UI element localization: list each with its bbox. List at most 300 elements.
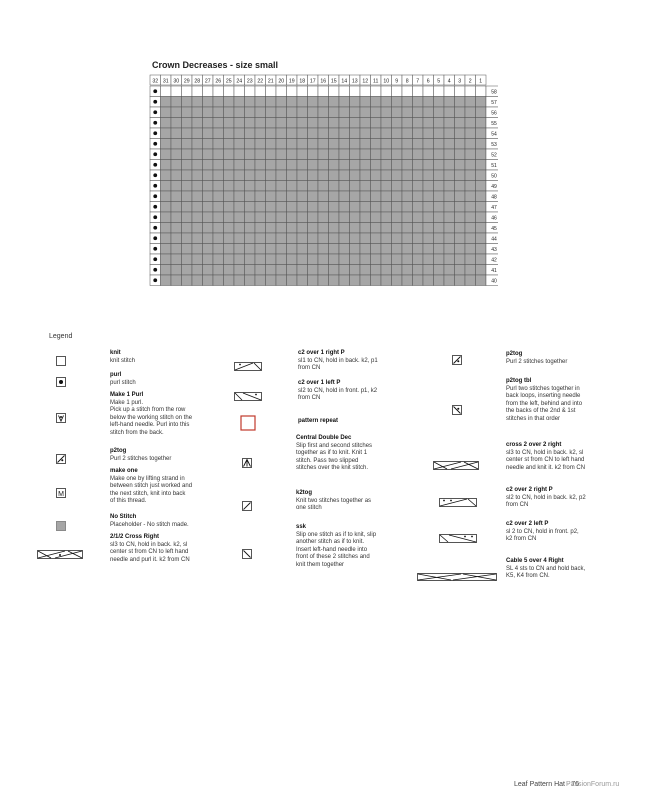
legend-line: front of these 2 stitches and xyxy=(296,554,370,561)
chart-cell xyxy=(245,244,256,255)
chart-cell xyxy=(444,212,455,223)
chart-cell xyxy=(455,191,466,202)
legend-line: one stitch xyxy=(296,505,322,512)
chart-cell xyxy=(182,170,193,181)
legend-entry-c2l xyxy=(298,380,438,403)
chart-cell xyxy=(402,149,413,160)
chart-cell xyxy=(266,223,277,234)
legend-line: center st from CN to left hand xyxy=(506,457,585,464)
chart-cell xyxy=(360,191,371,202)
chart-cell xyxy=(455,181,466,192)
chart-cell xyxy=(203,139,214,150)
chart-cell xyxy=(444,275,455,286)
chart-cell xyxy=(255,160,266,171)
chart-cell xyxy=(203,212,214,223)
legend-line: sl 2 to CN, hold in front. p2, xyxy=(506,528,579,535)
chart-cell xyxy=(318,233,329,244)
chart-cell xyxy=(203,149,214,160)
chart-cell xyxy=(161,160,172,171)
chart-cell xyxy=(297,223,308,234)
chart-cell xyxy=(339,160,350,171)
chart-cell xyxy=(161,191,172,202)
chart-cell xyxy=(476,86,487,97)
row-number: 46 xyxy=(491,215,497,222)
chart-cell xyxy=(318,97,329,108)
chart-cell xyxy=(402,181,413,192)
chart-cell xyxy=(423,118,434,129)
chart-cell xyxy=(255,118,266,129)
chart-cell xyxy=(413,202,424,213)
chart-cell xyxy=(423,139,434,150)
chart-cell xyxy=(171,265,182,276)
chart-cell xyxy=(444,265,455,276)
chart-cell xyxy=(182,202,193,213)
chart-cell xyxy=(329,139,340,150)
column-number: 24 xyxy=(236,78,243,85)
chart-cell xyxy=(381,265,392,276)
chart-cell xyxy=(224,202,235,213)
chart-cell xyxy=(413,275,424,286)
chart-cell xyxy=(339,191,350,202)
chart-cell xyxy=(350,254,361,265)
column-number: 11 xyxy=(373,78,379,85)
chart-cell xyxy=(371,191,382,202)
legend-text-knit: knit stitch xyxy=(110,357,136,364)
cross-2-1-2-right-symbol xyxy=(37,546,83,564)
chart-cell xyxy=(465,212,476,223)
chart-cell xyxy=(465,139,476,150)
chart-cell xyxy=(266,160,277,171)
chart-cell xyxy=(434,160,445,171)
chart-cell xyxy=(308,107,319,118)
legend-title-cdd: Central Double Dec xyxy=(296,435,352,441)
c2-over-1-right-p-symbol xyxy=(234,358,262,376)
chart-cell xyxy=(329,212,340,223)
chart-cell xyxy=(371,97,382,108)
legend-entry-c2o2l xyxy=(506,521,636,544)
chart-cell xyxy=(476,275,487,286)
legend-line: Purl 2 stitches together xyxy=(110,455,172,462)
chart-cell xyxy=(465,149,476,160)
chart-cell xyxy=(297,233,308,244)
legend-entry-purl xyxy=(110,372,240,387)
chart-cell xyxy=(203,107,214,118)
column-number: 14 xyxy=(341,78,348,85)
legend-entry-cross-2-1-2 xyxy=(110,534,240,564)
chart-cell xyxy=(276,97,287,108)
chart-cell xyxy=(213,244,224,255)
chart-cell xyxy=(455,139,466,150)
chart-cell xyxy=(476,233,487,244)
chart-cell xyxy=(465,181,476,192)
chart-cell xyxy=(276,160,287,171)
chart-cell xyxy=(360,212,371,223)
chart-cell xyxy=(318,223,329,234)
chart-cell xyxy=(234,118,245,129)
chart-cell xyxy=(434,86,445,97)
chart-cell xyxy=(465,107,476,118)
chart-cell xyxy=(308,254,319,265)
chart-cell xyxy=(434,202,445,213)
chart-cell xyxy=(455,160,466,171)
chart-cell xyxy=(434,97,445,108)
chart-cell xyxy=(266,128,277,139)
chart-cell xyxy=(339,223,350,234)
row-number: 51 xyxy=(491,162,497,169)
chart-cell xyxy=(329,181,340,192)
chart-cell xyxy=(297,128,308,139)
chart-cell xyxy=(287,170,298,181)
chart-cell xyxy=(434,149,445,160)
chart-cell xyxy=(434,170,445,181)
chart-cell xyxy=(329,97,340,108)
chart-cell xyxy=(287,212,298,223)
chart-cell xyxy=(224,97,235,108)
page-footer: Leaf Pattern Hat · 76 xyxy=(514,781,579,788)
chart-cell xyxy=(465,86,476,97)
legend-line: sl3 to CN, hold in back. k2, sl xyxy=(506,449,584,456)
chart-cell xyxy=(350,275,361,286)
legend-line: stitch from the back. xyxy=(110,429,164,436)
chart-cell xyxy=(402,107,413,118)
chart-cell xyxy=(413,139,424,150)
p2tog-tbl-symbol xyxy=(452,402,462,420)
chart-cell xyxy=(381,86,392,97)
chart-cell xyxy=(465,202,476,213)
legend-line: stitches over the knit stitch. xyxy=(296,465,369,472)
chart-cell xyxy=(350,86,361,97)
chart-cell xyxy=(213,107,224,118)
chart-cell xyxy=(392,265,403,276)
legend-line: from CN xyxy=(298,395,321,402)
chart-cell xyxy=(245,97,256,108)
column-number: 31 xyxy=(162,78,169,85)
chart-cell xyxy=(350,97,361,108)
legend-line: of this thread. xyxy=(110,498,147,505)
chart-cell xyxy=(339,275,350,286)
chart-cell xyxy=(360,275,371,286)
chart-cell xyxy=(413,265,424,276)
chart-cell xyxy=(245,275,256,286)
chart-cell xyxy=(392,244,403,255)
chart-cell xyxy=(339,244,350,255)
chart-cell xyxy=(234,265,245,276)
chart-cell xyxy=(371,139,382,150)
chart-cell xyxy=(287,86,298,97)
chart-cell xyxy=(245,149,256,160)
chart-cell xyxy=(224,139,235,150)
legend-title-c2o2r: c2 over 2 right P xyxy=(506,487,553,493)
chart-cell xyxy=(455,254,466,265)
chart-cell xyxy=(255,233,266,244)
chart-cell xyxy=(402,86,413,97)
chart-cell xyxy=(182,97,193,108)
chart-cell xyxy=(297,170,308,181)
chart-cell xyxy=(161,149,172,160)
chart-cell xyxy=(287,149,298,160)
chart-cell xyxy=(182,244,193,255)
chart-cell xyxy=(234,86,245,97)
chart-cell xyxy=(465,170,476,181)
chart-cell xyxy=(297,254,308,265)
purl-dot xyxy=(153,173,157,177)
chart-cell xyxy=(308,97,319,108)
chart-cell xyxy=(350,212,361,223)
chart-cell xyxy=(455,97,466,108)
legend-line: together as if to knit. Knit 1 xyxy=(296,450,368,457)
chart-cell xyxy=(255,149,266,160)
legend-line: the next stitch, knit into back xyxy=(110,490,186,497)
chart-cell xyxy=(287,275,298,286)
chart-cell xyxy=(465,244,476,255)
chart-cell xyxy=(171,212,182,223)
chart-cell xyxy=(402,265,413,276)
chart-cell xyxy=(350,244,361,255)
chart-cell xyxy=(434,233,445,244)
chart-cell xyxy=(287,128,298,139)
chart-cell xyxy=(339,212,350,223)
chart-cell xyxy=(224,223,235,234)
chart-cell xyxy=(350,149,361,160)
legend-line: Slip first and second stitches xyxy=(296,442,373,449)
column-number: 8 xyxy=(405,78,409,85)
chart-title: Crown Decreases - size small xyxy=(152,60,279,70)
purl-dot xyxy=(153,152,157,156)
chart-cell xyxy=(276,181,287,192)
legend-title-k2tog: k2tog xyxy=(296,490,313,496)
chart-cell xyxy=(360,202,371,213)
chart-cell xyxy=(287,97,298,108)
chart-cell xyxy=(381,244,392,255)
chart-cell xyxy=(455,86,466,97)
chart-cell xyxy=(476,118,487,129)
chart-cell xyxy=(413,107,424,118)
chart-cell xyxy=(444,202,455,213)
chart-cell xyxy=(266,244,277,255)
chart-cell xyxy=(213,254,224,265)
make-one-symbol xyxy=(56,485,66,503)
chart-cell xyxy=(476,191,487,202)
chart-cell xyxy=(392,202,403,213)
chart-cell xyxy=(318,275,329,286)
purl-dot xyxy=(153,247,157,251)
chart-cell xyxy=(318,128,329,139)
chart-cell xyxy=(171,202,182,213)
chart-cell xyxy=(192,254,203,265)
legend-title: Legend xyxy=(49,333,73,340)
chart-cell xyxy=(297,118,308,129)
p2tog-symbol xyxy=(56,451,66,469)
chart-cell xyxy=(234,160,245,171)
legend-entry-knit xyxy=(110,350,240,365)
chart-cell xyxy=(476,160,487,171)
legend-entry-ssk xyxy=(296,524,436,570)
row-number: 53 xyxy=(491,141,497,148)
chart-cell xyxy=(381,170,392,181)
chart-cell xyxy=(360,254,371,265)
chart-cell xyxy=(161,86,172,97)
chart-cell xyxy=(381,118,392,129)
chart-cell xyxy=(339,86,350,97)
chart-cell xyxy=(434,139,445,150)
legend-line: Pick up a stitch from the row xyxy=(110,407,186,414)
row-number: 57 xyxy=(491,99,497,106)
purl-dot xyxy=(153,268,157,272)
chart-cell xyxy=(329,128,340,139)
chart-cell xyxy=(192,244,203,255)
chart-cell xyxy=(161,118,172,129)
legend-line: the backs of the 2nd & 1st xyxy=(506,408,576,415)
chart-cell xyxy=(444,181,455,192)
chart-cell xyxy=(371,265,382,276)
chart-cell xyxy=(308,160,319,171)
chart-cell xyxy=(402,160,413,171)
central-double-dec-symbol xyxy=(242,455,252,473)
chart-cell xyxy=(234,202,245,213)
chart-cell xyxy=(192,202,203,213)
chart-cell xyxy=(318,191,329,202)
column-number: 21 xyxy=(267,78,274,85)
chart-cell xyxy=(413,128,424,139)
legend-line: sl1 to CN, hold in back. k2, p1 xyxy=(298,357,378,364)
chart-cell xyxy=(371,223,382,234)
chart-cell xyxy=(308,170,319,181)
row-number: 55 xyxy=(491,120,497,127)
chart-cell xyxy=(161,139,172,150)
chart-cell xyxy=(434,254,445,265)
chart-cell xyxy=(381,223,392,234)
chart-cell xyxy=(434,128,445,139)
chart-cell xyxy=(329,160,340,171)
chart-cell xyxy=(161,265,172,276)
legend-line: knit them together xyxy=(296,561,345,568)
legend-line: center st from CN to left hand xyxy=(110,549,189,556)
chart-cell xyxy=(476,181,487,192)
chart-cell xyxy=(224,170,235,181)
legend-line: Placeholder - No stitch made. xyxy=(110,521,189,528)
chart-cell xyxy=(371,275,382,286)
chart-cell xyxy=(318,181,329,192)
chart-cell xyxy=(255,244,266,255)
chart-cell xyxy=(339,97,350,108)
column-number: 16 xyxy=(320,78,327,85)
chart-cell xyxy=(423,97,434,108)
chart-cell xyxy=(318,118,329,129)
chart-cell xyxy=(381,160,392,171)
chart-cell xyxy=(161,128,172,139)
chart-cell xyxy=(360,107,371,118)
chart-cell xyxy=(423,128,434,139)
chart-cell xyxy=(360,128,371,139)
chart-cell xyxy=(182,118,193,129)
chart-cell xyxy=(255,265,266,276)
chart-cell xyxy=(465,275,476,286)
chart-cell xyxy=(329,202,340,213)
chart-cell xyxy=(203,170,214,181)
chart-cell xyxy=(255,181,266,192)
chart-cell xyxy=(245,254,256,265)
chart-cell xyxy=(308,212,319,223)
chart-cell xyxy=(455,244,466,255)
chart-cell xyxy=(455,118,466,129)
legend-line: from CN xyxy=(506,502,529,509)
chart-cell xyxy=(171,139,182,150)
chart-cell xyxy=(161,107,172,118)
chart-cell xyxy=(381,191,392,202)
chart-cell xyxy=(350,191,361,202)
chart-cell xyxy=(255,212,266,223)
chart-cell xyxy=(213,265,224,276)
chart-cell xyxy=(360,149,371,160)
legend-entry-cdd xyxy=(296,435,436,473)
c2-over-2-right-p-symbol xyxy=(439,494,477,512)
legend-title-p2togr: p2tog xyxy=(506,351,523,357)
c2-over-1-left-p-symbol xyxy=(234,388,262,406)
chart-cell xyxy=(381,233,392,244)
chart-cell xyxy=(413,181,424,192)
chart-cell xyxy=(329,265,340,276)
chart-cell xyxy=(234,223,245,234)
chart-cell xyxy=(350,170,361,181)
chart-cell xyxy=(182,233,193,244)
chart-cell xyxy=(203,202,214,213)
chart-cell xyxy=(402,244,413,255)
chart-cell xyxy=(476,212,487,223)
chart-cell xyxy=(192,86,203,97)
chart-cell xyxy=(381,212,392,223)
chart-cell xyxy=(434,223,445,234)
row-number: 49 xyxy=(491,183,497,190)
chart-cell xyxy=(413,160,424,171)
chart-cell xyxy=(171,149,182,160)
chart-cell xyxy=(255,86,266,97)
chart-cell xyxy=(423,149,434,160)
chart-cell xyxy=(213,202,224,213)
chart-cell xyxy=(171,244,182,255)
chart-cell xyxy=(402,128,413,139)
chart-cell xyxy=(287,223,298,234)
legend-title-c5o4r: Cable 5 over 4 Right xyxy=(506,558,564,564)
legend-entry-make-one xyxy=(110,468,240,506)
chart-cell xyxy=(276,149,287,160)
purl-dot xyxy=(153,100,157,104)
chart-cell xyxy=(171,254,182,265)
legend-title-repeat: pattern repeat xyxy=(298,418,339,424)
chart-cell xyxy=(234,212,245,223)
chart-cell xyxy=(402,118,413,129)
legend-title-c2l: c2 over 1 left P xyxy=(298,380,341,386)
chart-cell xyxy=(329,223,340,234)
chart-cell xyxy=(308,202,319,213)
legend-line: between stitch just worked and xyxy=(110,483,193,490)
chart-cell xyxy=(329,149,340,160)
chart-cell xyxy=(308,181,319,192)
chart-cell xyxy=(444,233,455,244)
legend-title-no-stitch: No Stitch xyxy=(110,514,137,520)
chart-cell xyxy=(455,223,466,234)
chart-cell xyxy=(371,149,382,160)
chart-cell xyxy=(224,128,235,139)
chart-cell xyxy=(444,118,455,129)
chart-cell xyxy=(213,86,224,97)
row-number: 52 xyxy=(491,152,497,159)
chart-cell xyxy=(308,244,319,255)
chart-cell xyxy=(234,149,245,160)
chart-cell xyxy=(255,254,266,265)
chart-cell xyxy=(392,275,403,286)
chart-cell xyxy=(182,107,193,118)
chart-cell xyxy=(371,128,382,139)
